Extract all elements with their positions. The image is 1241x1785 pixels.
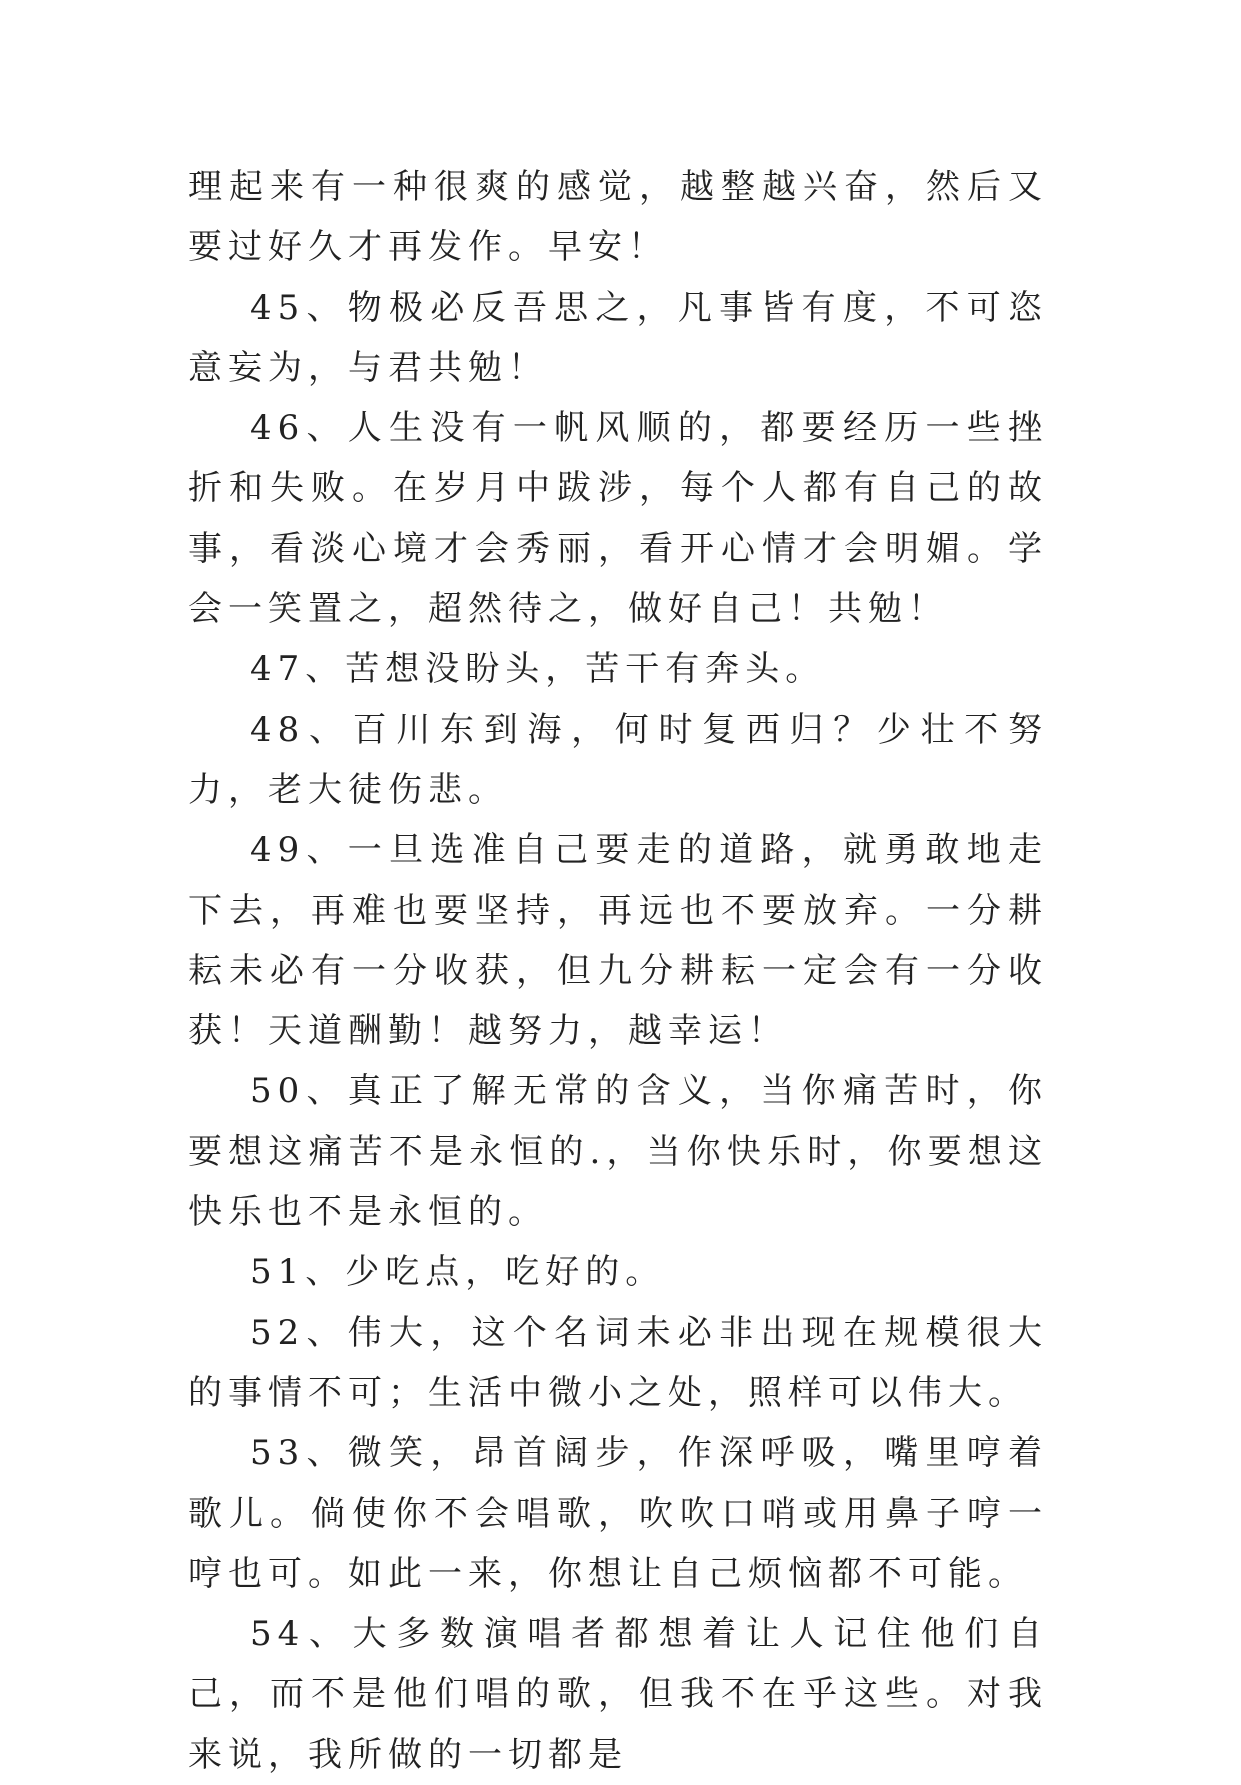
paragraph-continuation: 理起来有一种很爽的感觉，越整越兴奋，然后又要过好久才再发作。早安！	[188, 167, 1048, 268]
paragraph-53: 53、微笑，昂首阔步，作深呼吸，嘴里哼着歌儿。倘使你不会唱歌，吹吹口哨或用鼻子哼一哼也可。如此一来，你想让自己烦恼都不可能。	[188, 1433, 1048, 1594]
paragraph-51: 51、少吃点，吃好的。	[250, 1252, 666, 1293]
paragraph-50: 50、真正了解无常的含义，当你痛苦时，你要想这痛苦不是永恒的.，当你快乐时，你要想这快乐也不是永恒的。	[188, 1071, 1048, 1233]
paragraph-48: 48、百川东到海，何时复西归？少壮不努力，老大徒伤悲。	[188, 709, 1048, 810]
paragraph-46: 46、人生没有一帆风顺的，都要经历一些挫折和失败。在岁月中跋涉，每个人都有自己的故事，看淡心境才会秀丽，看开心情才会明媚。学会一笑置之，超然待之，做好自己！共勉！	[188, 408, 1048, 630]
paragraph-49: 49、一旦选准自己要走的道路，就勇敢地走下去，再难也要坚持，再远也不要放弃。一分耕耘未必有一分收获，但九分耕耘一定会有一分收获！天道酬勤！越努力，越幸运！	[188, 830, 1048, 1052]
paragraph-47: 47、苦想没盼头，苦干有奔头。	[250, 649, 826, 690]
paragraph-45: 45、物极必反吾思之，凡事皆有度，不可恣意妄为，与君共勉！	[188, 287, 1048, 388]
document-body	[188, 157, 1048, 1785]
paragraph-54: 54、大多数演唱者都想着让人记住他们自己，而不是他们唱的歌，但我不在乎这些。对我来说，我所做的一切都是	[188, 1614, 1048, 1775]
paragraph-52: 52、伟大，这个名词未必非出现在规模很大的事情不可；生活中微小之处，照样可以伟大。	[188, 1312, 1048, 1413]
